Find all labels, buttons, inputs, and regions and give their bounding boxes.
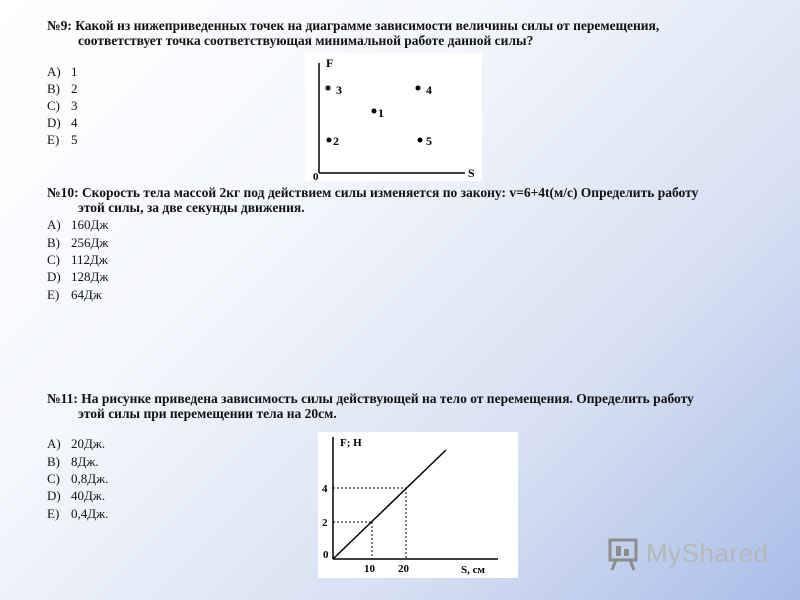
question-9-figure: [305, 53, 482, 181]
question-10-option-a[interactable]: [47, 217, 108, 233]
presentation-board-icon: [606, 536, 642, 572]
point-3-label: 3: [336, 83, 342, 97]
option-letter: C): [47, 252, 60, 267]
question-9-title: [47, 18, 757, 48]
force-displacement-graph: [318, 432, 518, 578]
option-letter: E): [47, 506, 60, 521]
option-letter: E): [47, 132, 60, 147]
option-letter: C): [47, 471, 60, 486]
question-9-option-a[interactable]: [47, 64, 78, 80]
origin-label: 0: [323, 549, 329, 561]
question-9-number: №9:: [47, 18, 72, 33]
option-value: 0,4Дж.: [71, 506, 109, 521]
force-displacement-points-diagram: [305, 53, 482, 181]
question-9-text-line2: соответствует точка соответствующая минимальной работе данной силы?: [78, 33, 534, 48]
option-value: 128Дж: [71, 269, 109, 284]
option-letter: C): [47, 98, 60, 113]
option-letter: B): [47, 235, 60, 250]
question-11-title: [47, 391, 757, 421]
question-11-option-c[interactable]: [47, 471, 108, 487]
question-9-text-line1: Какой из нижеприведенных точек на диаграмме зависимости величины силы от перемещения,: [75, 18, 660, 33]
y-tick-4: 4: [322, 483, 328, 495]
option-value: 40Дж.: [71, 488, 106, 503]
y-tick-2: 2: [322, 517, 328, 529]
question-10-number: №10:: [47, 185, 79, 200]
option-value: 1: [71, 64, 78, 79]
question-11-option-d[interactable]: [47, 488, 105, 504]
point-1-dot: [372, 109, 377, 114]
option-value: 8Дж.: [71, 454, 99, 469]
question-9-option-d[interactable]: [47, 115, 78, 131]
option-letter: D): [47, 115, 61, 130]
option-value: 112Дж: [71, 252, 108, 267]
point-3-dot: [326, 86, 331, 91]
option-letter: D): [47, 269, 61, 284]
point-2-dot: [327, 138, 332, 143]
question-10-option-e[interactable]: [47, 287, 102, 303]
option-letter: A): [47, 436, 61, 451]
option-value: 4: [71, 115, 78, 130]
question-10-option-c[interactable]: [47, 252, 108, 268]
option-value: 5: [71, 132, 78, 147]
y-axis-label: F: [326, 56, 334, 70]
point-4-label: 4: [426, 83, 432, 97]
x-tick-20: 20: [398, 563, 409, 575]
question-11-option-e[interactable]: [47, 506, 108, 522]
option-letter: A): [47, 64, 61, 79]
x-tick-10: 10: [364, 563, 375, 575]
logo-text: MyShared: [646, 538, 769, 568]
option-value: 64Дж: [71, 287, 102, 302]
force-line: [333, 450, 446, 559]
x-axis-label: S, см: [461, 564, 485, 576]
option-value: 3: [71, 98, 78, 113]
y-axis-label: F; H: [340, 437, 362, 449]
option-letter: A): [47, 217, 61, 232]
option-letter: D): [47, 488, 61, 503]
question-10-option-b[interactable]: [47, 235, 108, 251]
question-11-option-b[interactable]: [47, 454, 99, 470]
question-10-title: [47, 185, 757, 215]
option-value: 20Дж.: [71, 436, 106, 451]
point-2-label: 2: [333, 134, 339, 148]
question-11-figure: [318, 432, 518, 578]
question-10-text-line2: этой силы, за две секунды движения.: [78, 200, 305, 215]
option-value: 2: [71, 81, 78, 96]
origin-label: 0: [313, 171, 319, 181]
option-value: 0,8Дж.: [71, 471, 109, 486]
question-11-number: №11:: [47, 391, 78, 406]
point-5-dot: [418, 138, 423, 143]
option-value: 160Дж: [71, 217, 109, 232]
question-10-option-d[interactable]: [47, 269, 108, 285]
question-9-option-c[interactable]: [47, 98, 78, 114]
option-letter: B): [47, 81, 60, 96]
x-axis-label: S: [468, 166, 475, 180]
point-1-label: 1: [378, 106, 384, 120]
myshared-logo: [606, 534, 769, 574]
point-5-label: 5: [426, 134, 432, 148]
question-11-text-line1: На рисунке приведена зависимость силы действующей на тело от перемещения. Определить работу: [81, 391, 694, 406]
question-11-option-a[interactable]: [47, 436, 105, 452]
question-9-option-e[interactable]: [47, 132, 78, 148]
option-letter: E): [47, 287, 60, 302]
option-letter: B): [47, 454, 60, 469]
question-11-text-line2: этой силы при перемещении тела на 20см.: [78, 406, 337, 421]
point-4-dot: [416, 86, 421, 91]
question-9-option-b[interactable]: [47, 81, 78, 97]
option-value: 256Дж: [71, 235, 109, 250]
question-10-text-line1: Скорость тела массой 2кг под действием силы изменяется по закону: v=6+4t(м/с) Определить работу: [81, 185, 699, 200]
